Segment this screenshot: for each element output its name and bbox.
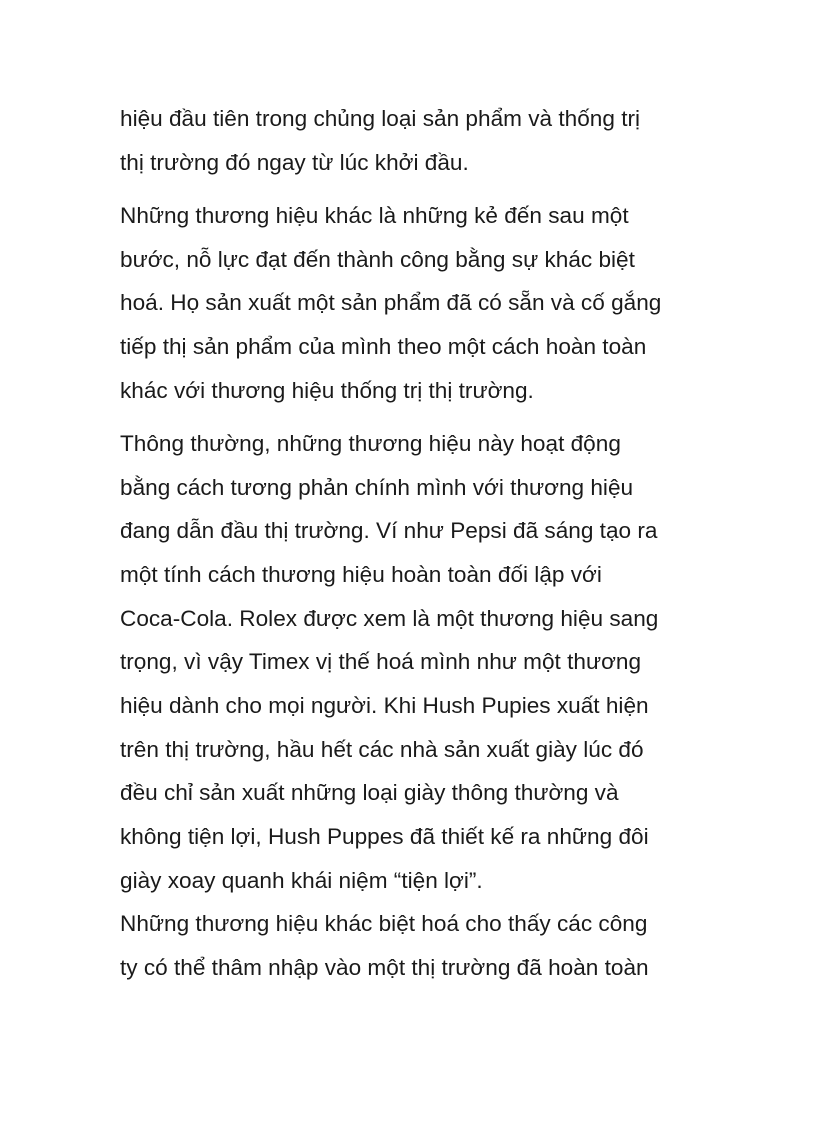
text-line: đều chỉ sản xuất những loại giày thông thường và — [120, 780, 619, 806]
text-line: thị trường đó ngay từ lúc khởi đầu. — [120, 149, 469, 175]
text-line: đang dẫn đầu thị trường. Ví như Pepsi đã sáng tạo ra — [120, 518, 658, 544]
text-line: không tiện lợi, Hush Puppes đã thiết kế ra những đôi — [120, 824, 649, 849]
text-line: bằng cách tương phản chính mình với thương hiệu — [120, 474, 634, 500]
paragraph — [120, 902, 720, 989]
paragraph — [120, 97, 720, 184]
text-line: Những thương hiệu khác là những kẻ đến sau một — [120, 202, 629, 228]
paragraph — [120, 422, 720, 903]
text-line: ty có thể thâm nhập vào một thị trường đã hoàn toàn — [120, 955, 649, 981]
text-line: trọng, vì vậy Timex vị thế hoá mình như một thương — [120, 649, 642, 675]
text-line: hoá. Họ sản xuất một sản phẩm đã có sẵn và cố gắng — [120, 290, 662, 316]
text-line: hiệu dành cho mọi người. Khi Hush Pupies xuất hiện — [120, 692, 649, 718]
text-line: bước, nỗ lực đạt đến thành công bằng sự khác biệt — [120, 246, 635, 272]
text-line: hiệu đầu tiên trong chủng loại sản phẩm và thống trị — [120, 106, 641, 131]
text-line: trên thị trường, hầu hết các nhà sản xuất giày lúc đó — [120, 736, 644, 762]
text-line: Thông thường, những thương hiệu này hoạt động — [120, 430, 621, 456]
text-line: giày xoay quanh khái niệm “tiện lợi”. — [120, 867, 483, 893]
text-line: một tính cách thương hiệu hoàn toàn đối lập với — [120, 561, 602, 587]
text-line: khác với thương hiệu thống trị thị trường. — [120, 377, 534, 403]
body-text — [120, 97, 720, 990]
text-line: tiếp thị sản phẩm của mình theo một cách hoàn toàn — [120, 333, 647, 359]
text-line: Coca-Cola. Rolex được xem là một thương hiệu sang — [120, 605, 659, 631]
paragraph — [120, 194, 720, 412]
text-line: Những thương hiệu khác biệt hoá cho thấy các công — [120, 911, 648, 937]
